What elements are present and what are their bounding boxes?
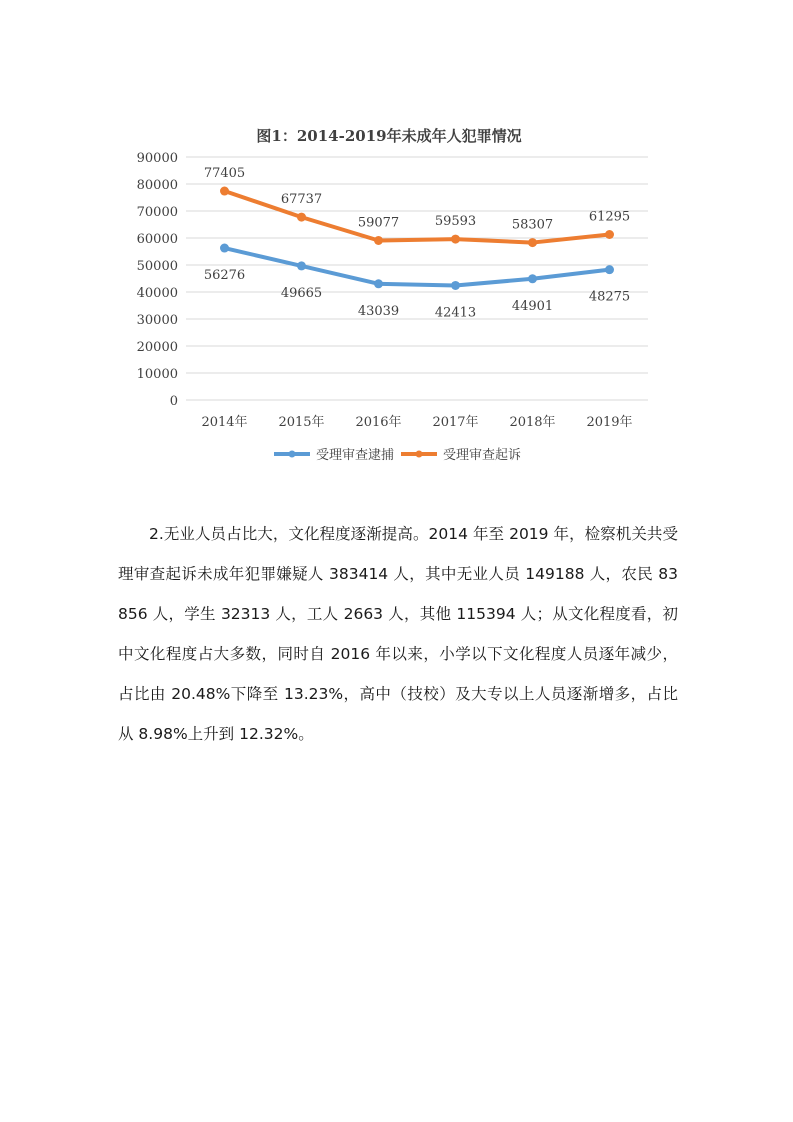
data-point — [451, 235, 460, 244]
x-tick-label: 2014年 — [201, 415, 248, 430]
body-paragraph: 2.无业人员占比大，文化程度逐渐提高。2014 年至 2019 年，检察机关共受理审查起诉未成年犯罪嫌疑人 383414 人，其中无业人员 149188 人，农民 83856 人，学生 32313 人，工人 2663 人，其他 115394 人；从文化程度看，初中文化程度占大多数，同时自 2016 年以来，小学以下文化程度人员逐年减少，占比由 20.48%下降至 13.23%，高中（技校）及大专以上人员逐渐增多，占比从 8.98%上升到 12.32%。 — [118, 525, 678, 743]
chart-title: 图1：2014-2019年未成年人犯罪情况 — [256, 127, 522, 145]
legend-label: 受理审查逮捕 — [316, 448, 395, 463]
data-point — [220, 244, 229, 253]
data-point — [528, 238, 537, 247]
data-point — [374, 279, 383, 288]
data-label: 59077 — [357, 215, 400, 231]
data-label: 77405 — [203, 166, 246, 182]
legend-label: 受理审查起诉 — [443, 448, 522, 463]
data-label: 61295 — [588, 209, 631, 225]
y-tick-label: 80000 — [136, 178, 178, 193]
data-label: 42413 — [434, 305, 477, 321]
data-label: 67737 — [280, 192, 323, 208]
y-tick-label: 90000 — [136, 151, 178, 166]
x-tick-label: 2017年 — [432, 415, 479, 430]
data-point — [605, 230, 614, 239]
y-tick-label: 60000 — [136, 232, 178, 247]
data-point — [297, 261, 306, 270]
data-label: 48275 — [588, 289, 631, 305]
x-tick-label: 2016年 — [355, 415, 402, 430]
y-tick-label: 20000 — [136, 340, 178, 355]
y-tick-label: 40000 — [136, 286, 178, 301]
legend-marker — [289, 451, 296, 458]
data-label: 59593 — [434, 214, 477, 230]
y-tick-label: 10000 — [136, 367, 178, 382]
series-line — [225, 248, 610, 285]
chart-canvas — [130, 112, 670, 477]
data-label: 58307 — [511, 217, 554, 233]
y-tick-label: 30000 — [136, 313, 178, 328]
data-label: 49665 — [280, 285, 323, 301]
x-tick-label: 2019年 — [586, 415, 633, 430]
data-point — [605, 265, 614, 274]
x-tick-label: 2015年 — [278, 415, 325, 430]
y-tick-label: 50000 — [136, 259, 178, 274]
data-point — [297, 213, 306, 222]
data-label: 44901 — [511, 298, 554, 314]
y-tick-label: 70000 — [136, 205, 178, 220]
data-point — [451, 281, 460, 290]
data-point — [220, 187, 229, 196]
data-label: 56276 — [203, 268, 246, 284]
data-label: 43039 — [357, 303, 400, 319]
legend-marker — [416, 451, 423, 458]
y-tick-label: 0 — [169, 394, 178, 409]
x-tick-label: 2018年 — [509, 415, 556, 430]
data-point — [374, 236, 383, 245]
line-chart — [130, 112, 670, 477]
data-point — [528, 274, 537, 283]
